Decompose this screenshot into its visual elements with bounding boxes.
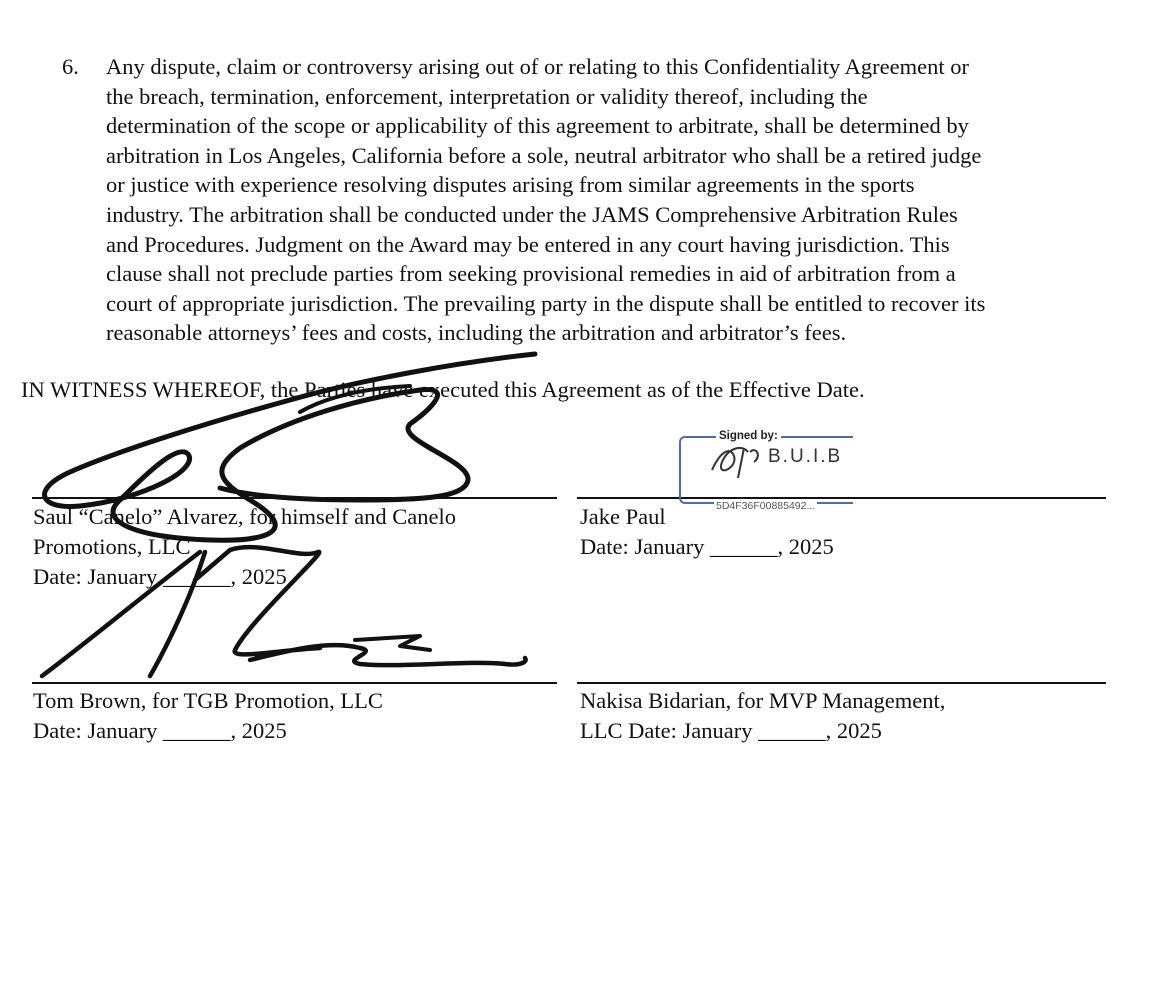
- clause-number: 6.: [62, 54, 79, 79]
- clause-line: arbitration in Los Angeles, California before a sole, neutral arbitrator who shall be a retired judge: [106, 142, 982, 168]
- clause-line: clause shall not preclude parties from seeking provisional remedies in aid of arbitration from a: [106, 261, 956, 287]
- signature-line-brown: [32, 682, 557, 684]
- signatory-company: Promotions, LLC: [33, 533, 191, 559]
- signatory-block-alvarez: [33, 502, 456, 591]
- signatory-date: Date: January ______, 2025: [33, 717, 287, 743]
- signature-line-alvarez: [32, 497, 557, 499]
- clause-line: court of appropriate jurisdiction. The prevailing party in the dispute shall be entitled to recover its: [106, 290, 986, 316]
- clause-line: industry. The arbitration shall be conducted under the JAMS Comprehensive Arbitration Rules: [106, 201, 958, 227]
- clause-line: the breach, termination, enforcement, interpretation or validity thereof, including the: [106, 83, 868, 109]
- signatory-block-bidarian: [580, 686, 945, 746]
- signatory-block-brown: [33, 686, 383, 746]
- docusign-name: B.U.I.B: [768, 446, 843, 467]
- signatory-name: Nakisa Bidarian, for MVP Management,: [580, 688, 946, 713]
- signatory-name: Jake Paul: [580, 504, 666, 529]
- clause-text: [106, 52, 1132, 348]
- signatory-name: Saul “Canelo” Alvarez, for himself and Canelo: [33, 504, 456, 529]
- clause-line: and Procedures. Judgment on the Award may be entered in any court having jurisdiction. This: [106, 231, 950, 257]
- signatory-date: Date: January ______, 2025: [580, 533, 834, 559]
- clause-line: Any dispute, claim or controversy arising out of or relating to this Confidentiality Agreement or: [106, 54, 969, 79]
- signature-line-bidarian: [577, 682, 1106, 684]
- docusign-label: Signed by:: [716, 430, 781, 442]
- signatory-name: Tom Brown, for TGB Promotion, LLC: [33, 688, 383, 713]
- clause-line: reasonable attorneys’ fees and costs, including the arbitration and arbitrator’s fees.: [106, 320, 847, 346]
- signatory-date: LLC Date: January ______, 2025: [580, 717, 882, 743]
- witness-statement: IN WITNESS WHEREOF, the Parties have executed this Agreement as of the Effective Date.: [21, 377, 865, 402]
- signatory-date: Date: January ______, 2025: [33, 563, 287, 589]
- clause-line: or justice with experience resolving disputes arising from similar agreements in the sports: [106, 172, 915, 198]
- clause-line: determination of the scope or applicability of this agreement to arbitrate, shall be determined by: [106, 113, 969, 139]
- docusign-id: 5D4F36F00885492...: [716, 500, 816, 512]
